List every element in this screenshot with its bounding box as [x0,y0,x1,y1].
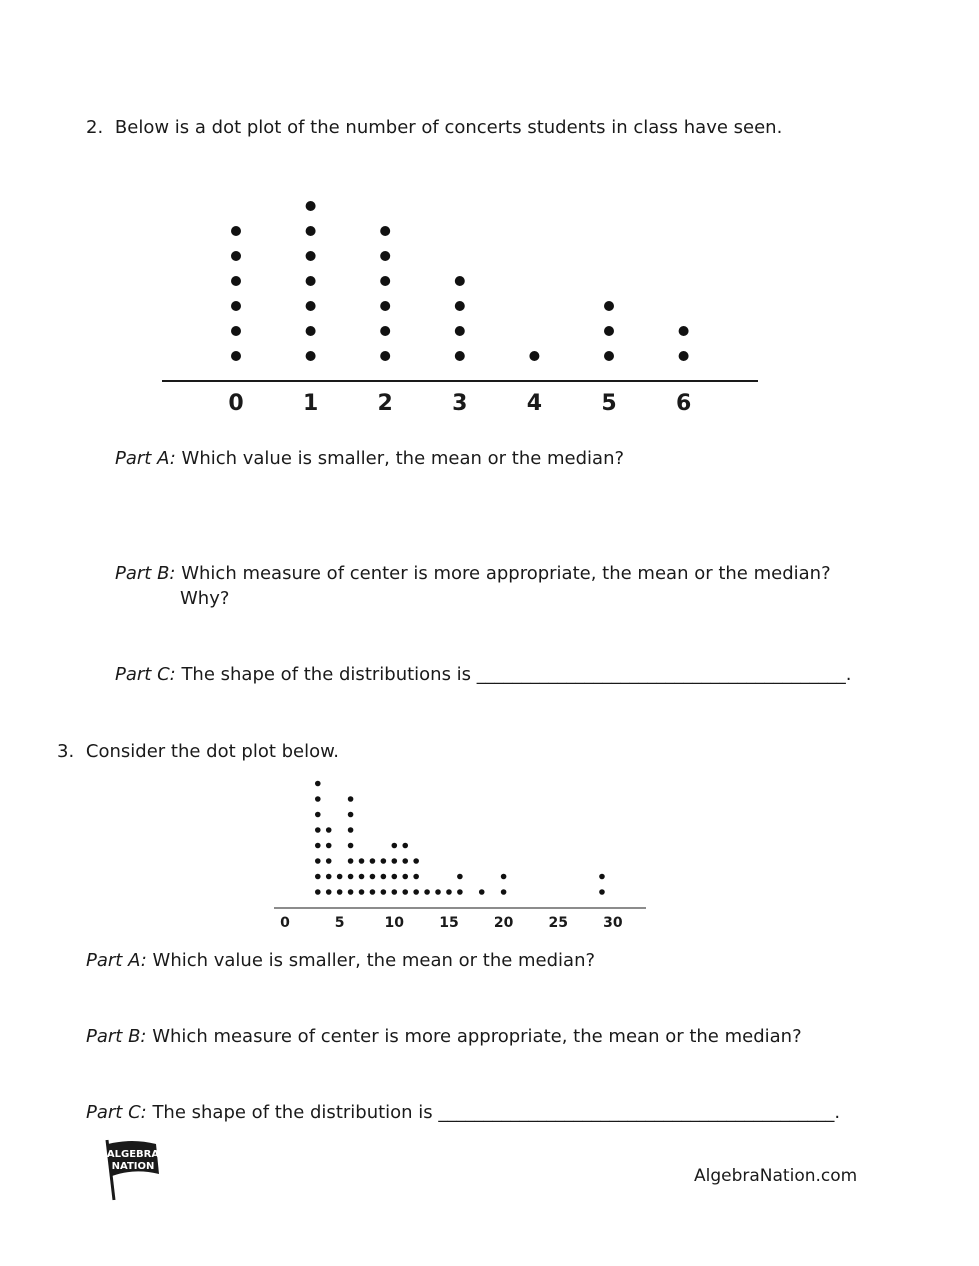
q2-part-a-label: Part A: [115,448,176,469]
plot2-dot [337,889,343,895]
plot2-dot [348,796,354,802]
plot2-dot [348,812,354,818]
plot2-dot [359,874,365,880]
plot2-dot [381,874,387,880]
plot2-dot [479,889,485,895]
plot1-tick-label: 4 [526,391,543,416]
plot2-tick-label: 30 [603,915,623,931]
plot2-dot [348,874,354,880]
plot2-dot [359,889,365,895]
q3-part-c-label: Part C: [86,1102,147,1123]
plot2-tick-label: 15 [439,915,459,931]
plot2-dot [315,827,321,833]
plot2-dot [457,874,463,880]
plot2-dot [501,889,507,895]
plot2-dot [413,889,419,895]
plot2-dot [392,874,398,880]
plot2-dot [424,889,430,895]
q2-part-c-label: Part C: [115,664,176,685]
footer-site: AlgebraNation.com [694,1166,858,1186]
q2-part-b-why: Why? [180,588,230,609]
plot2-dot [370,858,376,864]
plot2-dot [457,889,463,895]
plot2-dot [392,843,398,849]
plot2-dot [599,874,605,880]
plot2-dot [326,827,332,833]
plot2-tick-label: 10 [384,915,405,931]
q3-part-b-label: Part B: [86,1026,147,1047]
plot2-dot [370,874,376,880]
q3-part-c-text: The shape of the distribution is ____________________________________________. [152,1102,841,1123]
plot2-dot [315,781,321,787]
plot2-dot [326,874,332,880]
plot2-dot [402,843,408,849]
plot2-dot [348,843,354,849]
plot2-dot [315,796,321,802]
algebra-nation-logo [104,1138,164,1204]
plot2-dot [359,858,365,864]
plot2-dot [446,889,452,895]
q3-part-a [86,950,595,971]
plot1-tick-label: 3 [452,391,468,416]
logo-text-2: NATION [111,1161,155,1172]
plot2-dot [599,889,605,895]
plot1-tick-label: 6 [675,391,692,416]
plot2-dot [402,858,408,864]
q3-part-b-text: Which measure of center is more appropriate, the mean or the median? [152,1026,802,1047]
plot2-dot [392,889,398,895]
plot2-dot [326,889,332,895]
q2-part-b-text: Which measure of center is more appropriate, the mean or the median? [181,563,831,584]
plot2-dot [348,858,354,864]
q2-number: 2. [86,117,104,138]
plot2-dot [392,858,398,864]
plot2-tick-label: 25 [548,915,568,931]
plot2-dot [315,874,321,880]
plot1-tick-label: 5 [601,391,617,416]
q2-prompt: Below is a dot plot of the number of concerts students in class have seen. [114,117,783,138]
plot2-dot [381,858,387,864]
plot2-dot [337,874,343,880]
q3-part-c [86,1102,840,1123]
q3-part-a-label: Part A: [86,950,147,971]
q2-part-c-text: The shape of the distributions is _________________________________________. [181,664,852,685]
q2-part-b-label: Part B: [115,563,176,584]
plot2-dot [435,889,441,895]
plot1-tick-label: 0 [228,391,244,416]
plot2-dot [315,812,321,818]
plot2-dot [348,827,354,833]
plot2-dot [501,874,507,880]
plot2-dot [370,889,376,895]
q3-number: 3. [57,741,75,762]
plot2-tick-label: 0 [280,915,290,931]
plot2-dot [326,858,332,864]
plot2-dot [402,889,408,895]
plot2-dot [326,843,332,849]
plot1-tick-label: 1 [302,391,319,416]
plot2-dot [413,858,419,864]
plot1-tick-label: 2 [377,391,393,416]
plot2-tick-label: 5 [334,915,345,931]
q2-part-a-text: Which value is smaller, the mean or the median? [181,448,625,469]
plot2-dot [315,843,321,849]
logo-text-1: ALGEBRA [106,1149,160,1160]
q3-part-a-text: Which value is smaller, the mean or the median? [152,950,596,971]
plot2-dot [413,874,419,880]
plot2-dot [315,889,321,895]
q3-prompt: Consider the dot plot below. [85,741,339,762]
plot2-dot [402,874,408,880]
plot2-dot [348,889,354,895]
plot2-tick-label: 20 [493,915,514,931]
plot2-dot [381,889,387,895]
plot2-dot [315,858,321,864]
q3-part-b [86,1026,802,1047]
